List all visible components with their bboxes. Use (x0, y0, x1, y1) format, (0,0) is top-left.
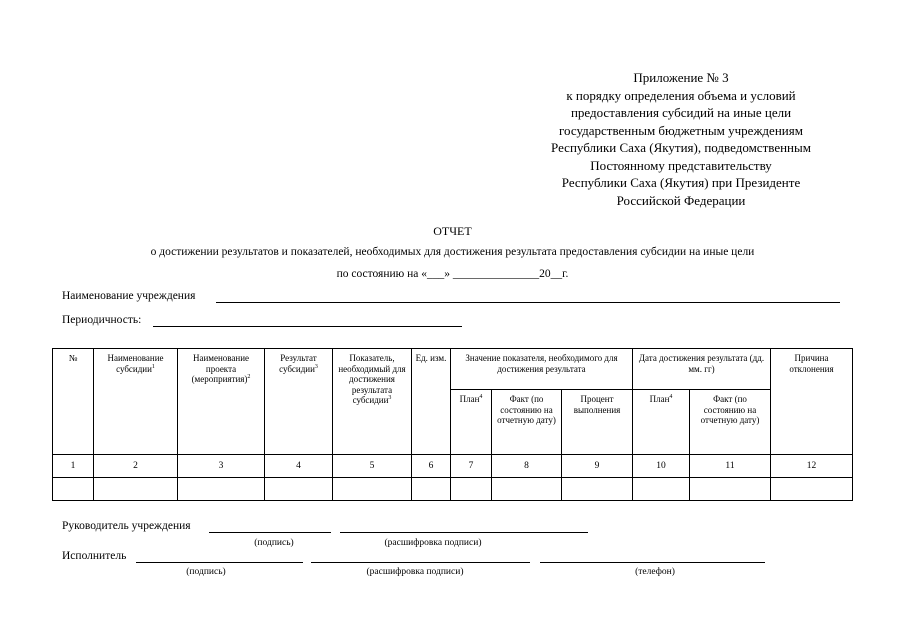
table-cell[interactable] (265, 478, 333, 501)
report-subtitle: о достижении результатов и показателей, необходимых для достижения результата предоставления субсидии на иные цели (150, 246, 755, 258)
column-number: 6 (412, 455, 451, 478)
institution-field[interactable] (216, 302, 840, 303)
table-cell[interactable] (771, 478, 853, 501)
table-cell[interactable] (178, 478, 265, 501)
annex-line: предоставления субсидий на иные цели (570, 105, 792, 120)
header-value-fact: Факт (по состоянию на отчетную дату) (492, 390, 562, 455)
column-number: 12 (771, 455, 853, 478)
table-cell[interactable] (633, 478, 690, 501)
table-cell[interactable] (492, 478, 562, 501)
report-date-line: по состоянию на «___» _______________20__г. (336, 268, 569, 280)
annex-header (520, 69, 842, 209)
table-cell[interactable] (333, 478, 412, 501)
header-date-plan: План$^4$ (633, 390, 690, 455)
annex-line: Российской Федерации (616, 192, 746, 208)
head-signature-caption: (подпись) (254, 538, 294, 548)
column-number: 7 (451, 455, 492, 478)
annex-line: Приложение № 3 (633, 70, 729, 85)
column-numbers-row (53, 455, 853, 478)
periodicity-field[interactable] (153, 326, 462, 327)
column-number: 9 (562, 455, 633, 478)
executor-decoding-field[interactable] (311, 562, 530, 563)
header-num: № (53, 349, 94, 455)
table-cell[interactable] (53, 478, 94, 501)
header-date-fact: Факт (по состоянию на отчетную дату) (690, 390, 771, 455)
header-subsidy-name: Наименование субсидии$^1$ (94, 349, 178, 455)
column-number: 5 (333, 455, 412, 478)
head-label: Руководитель учреждения (62, 520, 191, 532)
table-cell[interactable] (690, 478, 771, 501)
table-cell[interactable] (562, 478, 633, 501)
table-cell[interactable] (451, 478, 492, 501)
column-number: 2 (94, 455, 178, 478)
executor-decoding-caption: (расшифровка подписи) (366, 567, 464, 577)
annex-line: Постоянному представительству (590, 157, 772, 173)
executor-phone-caption: (телефон) (635, 567, 675, 577)
header-indicator: Показатель, необходимый для достижения результата субсидии$^3$ (333, 349, 412, 455)
header-subsidy-result: Результат субсидии$^3$ (265, 349, 333, 455)
table-cell[interactable] (412, 478, 451, 501)
periodicity-label: Периодичность: (62, 314, 142, 326)
annex-line: государственным бюджетным учреждениям (559, 122, 803, 138)
column-number: 8 (492, 455, 562, 478)
header-value-plan: План$^4$ (451, 390, 492, 455)
header-unit: Ед. изм. (412, 349, 451, 455)
header-date-group: Дата достижения результата (дд. мм. гг) (633, 349, 771, 390)
table-cell[interactable] (94, 478, 178, 501)
annex-line: Республики Саха (Якутия) при Президенте (561, 175, 801, 190)
annex-line: Республики Саха (Якутия), подведомственным (551, 140, 811, 155)
column-number: 3 (178, 455, 265, 478)
table-row (53, 478, 853, 501)
header-project-name: Наименование проекта (мероприятия)$^2$ (178, 349, 265, 455)
header-value-percent: Процент выполнения (562, 390, 633, 455)
executor-phone-field[interactable] (540, 562, 765, 563)
column-number: 11 (690, 455, 771, 478)
executor-signature-field[interactable] (136, 562, 303, 563)
head-decoding-field[interactable] (340, 532, 588, 533)
annex-line: к порядку определения объема и условий (566, 87, 796, 103)
report-table (52, 348, 853, 501)
head-signature-field[interactable] (209, 532, 331, 533)
column-number: 10 (633, 455, 690, 478)
header-reason: Причина отклонения (771, 349, 853, 455)
column-number: 1 (53, 455, 94, 478)
executor-signature-caption: (подпись) (186, 567, 226, 577)
column-number: 4 (265, 455, 333, 478)
report-title: ОТЧЕТ (433, 224, 472, 238)
institution-label: Наименование учреждения (62, 290, 196, 302)
header-value-group: Значение показателя, необходимого для достижения результата (451, 349, 633, 390)
head-decoding-caption: (расшифровка подписи) (384, 538, 482, 548)
executor-label: Исполнитель (62, 550, 127, 562)
